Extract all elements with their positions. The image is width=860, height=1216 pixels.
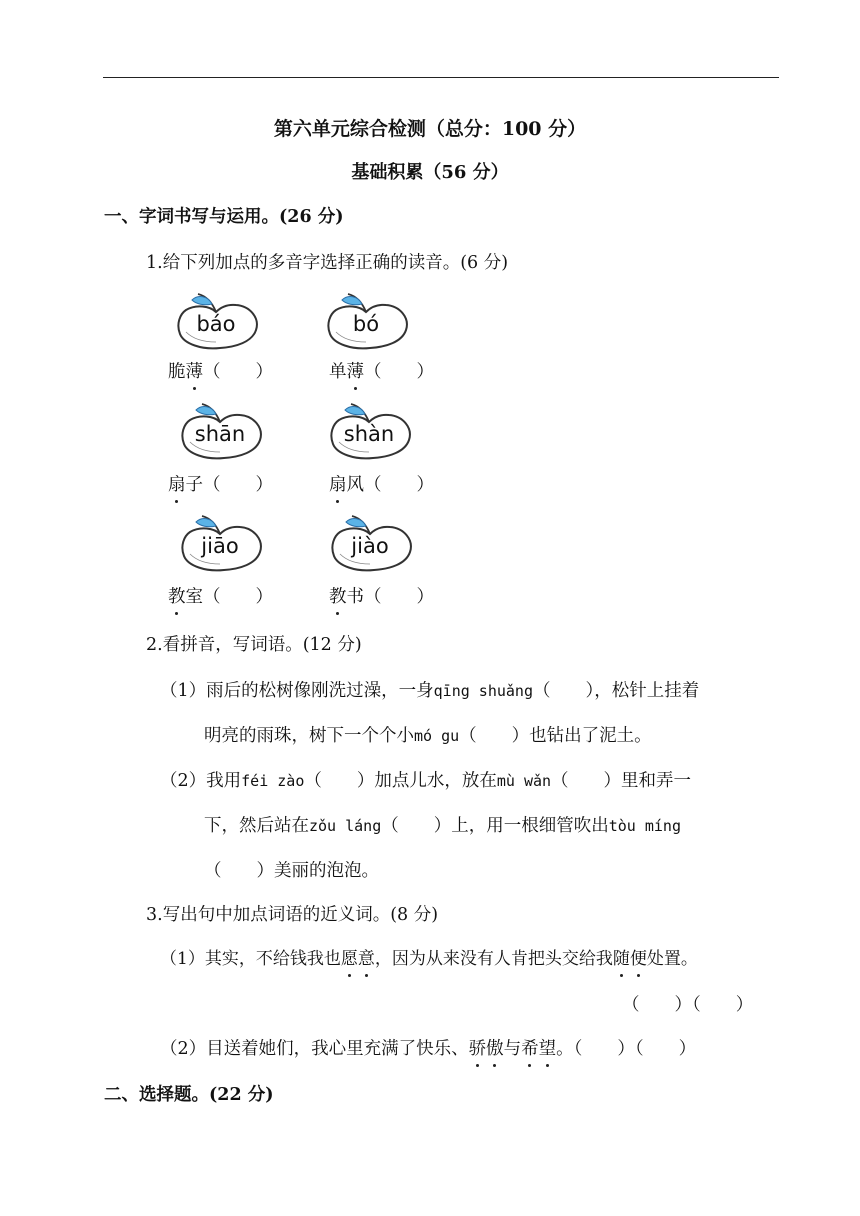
pinyin-leaf-bo [322,292,410,352]
answer-blank[interactable]: （ ） [203,362,273,382]
word-item-shanfeng: 扇风（ ） [329,475,434,495]
leaf-pinyin: shàn [343,422,395,446]
pinyin-leaf-bao [172,292,260,352]
answer-blank[interactable]: （ ）美丽的泡泡。 [204,861,379,881]
dotted-char: 随 [612,949,630,969]
dotted-char: 希 [521,1039,539,1059]
answer-blank[interactable]: （ ） [203,475,273,495]
pinyin-text: mù wǎn [496,772,552,790]
answer-blank[interactable]: （ ）加点儿水，放在 [304,771,497,791]
pinyin-leaf-shan1 [176,402,264,462]
pinyin-leaf-jiao1 [176,514,264,574]
dotted-char: 薄 [346,362,364,382]
question-2-prompt: 2.看拼音，写词语。(12 分) [146,635,362,655]
q2-item-1-line-1: （1）雨后的松树像刚洗过澡，一身qīng shuǎng（ ），松针上挂着 [160,681,700,701]
word-item-cuibao: 脆薄（ ） [168,362,273,382]
pinyin-text: zǒu láng [309,817,382,835]
leaf-pinyin: jiào [351,534,389,558]
section-heading-1: 一、字词书写与运用。(26 分) [104,207,344,227]
top-rule [103,77,779,78]
pinyin-text: féi zào [241,772,305,790]
word-item-danbo: 单薄（ ） [329,362,434,382]
leaf-pinyin: jiāo [201,534,239,558]
question-1-prompt: 1.给下列加点的多音字选择正确的读音。(6 分) [146,253,509,273]
pinyin-text: mó gu [414,727,460,745]
dotted-char: 意 [357,949,375,969]
dotted-char: 扇 [168,475,186,495]
q3-sentence-1: （1）其实，不给钱我也愿意，因为从来没有人肯把头交给我随便处置。 [160,949,698,969]
pinyin-text: qīng shuǎng [433,682,533,700]
answer-blank[interactable]: （ ）也钻出了泥土。 [459,726,652,746]
q2-item-2-line-1: （2）我用féi zào（ ）加点儿水，放在mù wǎn（ ）里和弄一 [160,771,692,791]
answer-blank[interactable]: （ ），松针上挂着 [532,681,700,701]
section-heading-2: 二、选择题。(22 分) [104,1085,274,1105]
leaf-pinyin: shān [194,422,246,446]
answer-blank[interactable]: （ ）里和弄一 [551,771,692,791]
answer-blank[interactable]: （ ）上，用一根细管吹出 [381,816,609,836]
pinyin-leaf-jiao4 [326,514,414,574]
pinyin-leaf-shan4 [325,402,413,462]
dotted-char: 愿 [340,949,358,969]
dotted-char: 薄 [185,362,203,382]
q2-item-2-line-3 [204,860,379,882]
answer-blank[interactable]: （ ） [364,587,434,607]
dotted-char: 教 [168,587,186,607]
leaf-pinyin: bó [352,312,380,336]
answer-blank[interactable]: （ ）（ ） [573,1039,697,1059]
dotted-char: 傲 [486,1039,504,1059]
word-item-jiaoshi: 教室（ ） [168,587,273,607]
answer-blank[interactable]: （ ） [203,587,273,607]
q2-item-1-line-2: 明亮的雨珠，树下一个个小mó gu（ ）也钻出了泥土。 [204,726,652,746]
answer-blank[interactable]: （ ） [364,362,434,382]
question-3-prompt: 3.写出句中加点词语的近义词。(8 分) [146,905,439,925]
word-item-jiaoshu: 教书（ ） [329,587,434,607]
answer-blank[interactable]: （ ） [364,475,434,495]
q3-sentence-2: （2）目送着她们，我心里充满了快乐、骄傲与希望。（ ）（ ） [160,1039,697,1059]
word-item-shanzi: 扇子（ ） [168,475,273,495]
dotted-char: 教 [329,587,347,607]
page-title: 第六单元综合检测（总分：100 分） [273,118,587,140]
dotted-char: 望 [538,1039,557,1059]
dotted-char: 骄 [468,1039,487,1059]
q2-item-2-line-2: 下，然后站在zǒu láng（ ）上，用一根细管吹出tòu míng [204,816,681,836]
page-subtitle: 基础积累（56 分） [351,162,509,183]
dotted-char: 扇 [329,475,347,495]
pinyin-text: tòu míng [608,817,681,835]
dotted-char: 便 [629,949,647,969]
leaf-pinyin: báo [196,312,236,336]
q3-sentence-1-blanks[interactable]: （ ）（ ） [622,995,754,1015]
